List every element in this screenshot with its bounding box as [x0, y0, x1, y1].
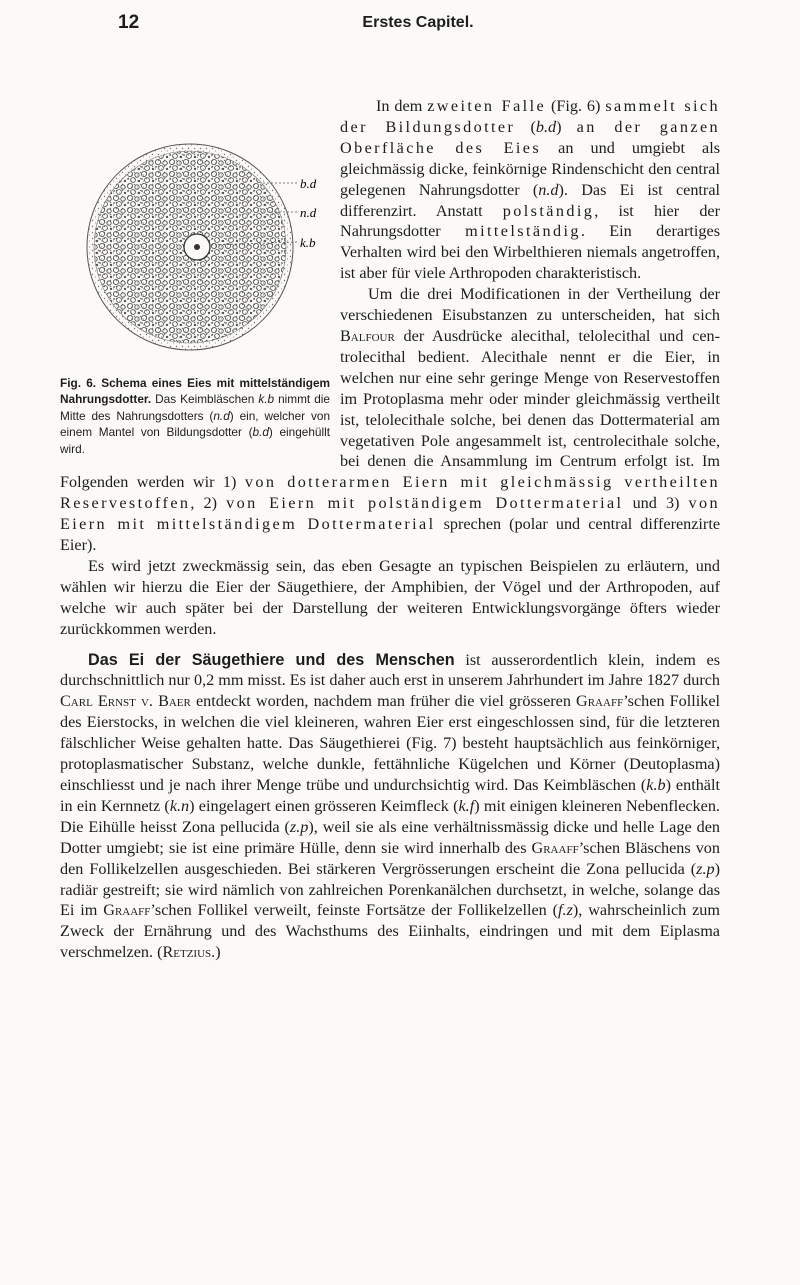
inline-abbrev: z.p [696, 859, 715, 878]
text-run: ’schen Follikel des Eierstocks, in welchen die viel kleineren, wahren Eier erst eingeschlossen sind, für die letzteren fälschlicher Weise gehalten hatte. Das Säugethierei (Fig. 7) besteht hauptsächlich aus feinkörniger, protoplasmatischer Substanz, welche dunkle, fettähnliche Kügelchen und Körner (Deutoplasma) einschliesst und je nach ihrer Menge trübe und undurchsichtig wird. Das Keimbläschen ( [60, 692, 720, 794]
caption-abbrev: k.b [258, 392, 275, 407]
caption-text: ) ein, welcher von einem Mantel von Bildungsdotter ( [60, 408, 331, 440]
text-run: , 2) [190, 494, 227, 513]
inline-abbrev: z.p [289, 817, 309, 836]
text-run: von Eiern mit mittelständigem Dottermaterial [60, 494, 721, 534]
page-number: 12 [118, 12, 140, 33]
text-run: ) enthält in ein Kernnetz ( [60, 776, 720, 815]
paragraph-beispiele: Es wird jetzt zweckmässig sein, das eben Gesagte an typischen Beispielen zu erläutern, und wählen wir hierzu die Eier der Säugethiere, der Amphibien, der Vögel und der Arthropoden, auf welche wir auch später bei der Darstellung der weiteren Entwicklungsvorgänge öfters wieder zurückkommen werden. [60, 556, 720, 638]
page-header [118, 12, 718, 38]
page-body [60, 96, 720, 963]
running-head: Erstes Capitel. [362, 14, 474, 31]
text-run: und 3) [623, 494, 689, 513]
inline-abbrev: k.f [458, 796, 475, 815]
label-nd: n.d [300, 205, 317, 220]
caption-abbrev: b.d [252, 425, 269, 440]
inline-abbrev: n.d [538, 180, 559, 199]
text-run: ). Das Ei ist central differenzirt. Anstatt [340, 180, 720, 220]
text-run: ), wahrscheinlich zum Zweck der Ernährung und des Wachsthums des Eiinhalts, eindringen und mit dem Eiplasma verschmelzen. ( [60, 901, 720, 962]
text-run: Balfour [340, 326, 395, 345]
text-run: sprechen (polar und central differenzirte Eier). [60, 515, 720, 555]
text-run: mittelständig [465, 222, 581, 241]
text-run: an und umgiebt als gleichmässig dicke, feinkörnige Rindenschicht den central gelegenen Nahrungsdotter ( [340, 138, 721, 199]
caption-lead: Fig. 6. Schema eines Eies mit mittelständigem Nahrungsdotter. [60, 376, 330, 407]
text-run: .) [211, 943, 221, 962]
text-run: (Fig. 6) [546, 97, 606, 115]
text-run: von dotterarmen Eiern mit gleichmässig vertheilten Reservestoffen [60, 473, 720, 513]
text-run: Retzius [162, 943, 212, 962]
inline-abbrev: k.n [169, 796, 190, 815]
text-run: zweiten Falle [427, 97, 547, 115]
text-run: entdeckt worden, nachdem man früher die viel grösseren [190, 692, 577, 711]
caption-text: ) eingehüllt wird. [60, 425, 331, 456]
figure-6 [60, 135, 330, 457]
text-run: an der ganzen Oberfläche des Eies [340, 117, 721, 157]
text-run: Graaff [103, 901, 151, 920]
text-run: ’schen Follikel verweilt, feinste Fortsätze der Follikelzellen ( [150, 901, 559, 920]
text-run: Graaff [531, 838, 579, 857]
inline-abbrev: f.z [558, 901, 573, 920]
text-run: Graaff [576, 692, 624, 711]
section-heading: Das Ei der Säugethiere und des Menschen [88, 650, 455, 669]
label-bd: b.d [300, 176, 317, 191]
text-run: Carl Ernst v. Baer [60, 692, 191, 711]
inline-abbrev: b.d [535, 117, 557, 136]
text-run: ’schen Bläschens von den Follikelzellen ausgeschieden. Bei stärkeren Vergrösserungen erscheint die Zona pellucida ( [60, 838, 720, 878]
text-run: ) radiär gestreift; sie wird nämlich von zahlreichen Porenkanälchen durchsetzt, in welche, solange das Ei im [60, 859, 720, 920]
paragraph-saeugethierei [60, 650, 720, 964]
figure-caption [60, 375, 330, 457]
paragraph-gap [60, 640, 720, 650]
egg-schema-illustration [85, 135, 330, 360]
text-run: von Eiern mit polständigem Dottermaterial [226, 494, 624, 513]
inline-abbrev: k.b [646, 776, 666, 794]
text-run: polständig [502, 201, 595, 220]
text-run: ) [556, 117, 577, 136]
text-run: ), weil sie als eine verhältnissmässig dicke und helle Lage den Dotter umgiebt; sie ist eine primäre Hülle, denn sie wird innerhalb des [60, 817, 720, 857]
text-run: ist ausserordentlich klein, indem es durchschnittlich nur 0,2 mm misst. Es ist daher auch erst in unserem Jahrhundert im Jahre 1827 durch [60, 650, 720, 690]
text-run: der Ausdrücke alecithal, telolecithal und centrolecithal bedient. Alecithale nennt er die Eier, in welchen nur eine sehr geringe Menge von Reservestoffen im Protoplasma mehr oder minder gleichmässig vertheilt ist, telolecithale solche, bei denen das Dottermaterial am vegetativen Pole angesammelt ist, centrolecithale solche, bei denen die Ansammlung im Centrum erfolgt ist. Im Folgenden werden wir 1) [60, 326, 720, 492]
text-run: In dem [376, 97, 428, 115]
label-kb: k.b [300, 235, 316, 250]
text-run: ) mit einigen kleineren Nebenflecken. Die Eihülle heisst Zona pellucida ( [60, 796, 720, 836]
caption-abbrev: n.d [213, 408, 230, 423]
text-run: ) eingelagert einen grösseren Keimfleck ( [189, 796, 459, 815]
text-run: , ist hier der Nahrungsdotter [340, 201, 720, 241]
text-run: . Ein derartiges Verhalten wird bei den Wirbelthieren niemals angetroffen, ist aber für viele Arthropoden charakteristisch. [340, 222, 720, 283]
text-run: sammelt sich der Bildungsdotter [340, 97, 720, 136]
text-run: ( [515, 117, 536, 136]
text-run: Um die drei Modificationen in der Vertheilung der verschiedenen Eisubstanzen zu unterscheiden, hat sich [340, 285, 720, 325]
caption-text: nimmt die Mitte des Nahrungsdotters ( [60, 392, 330, 423]
caption-text: Das Keimbläschen [151, 392, 259, 407]
